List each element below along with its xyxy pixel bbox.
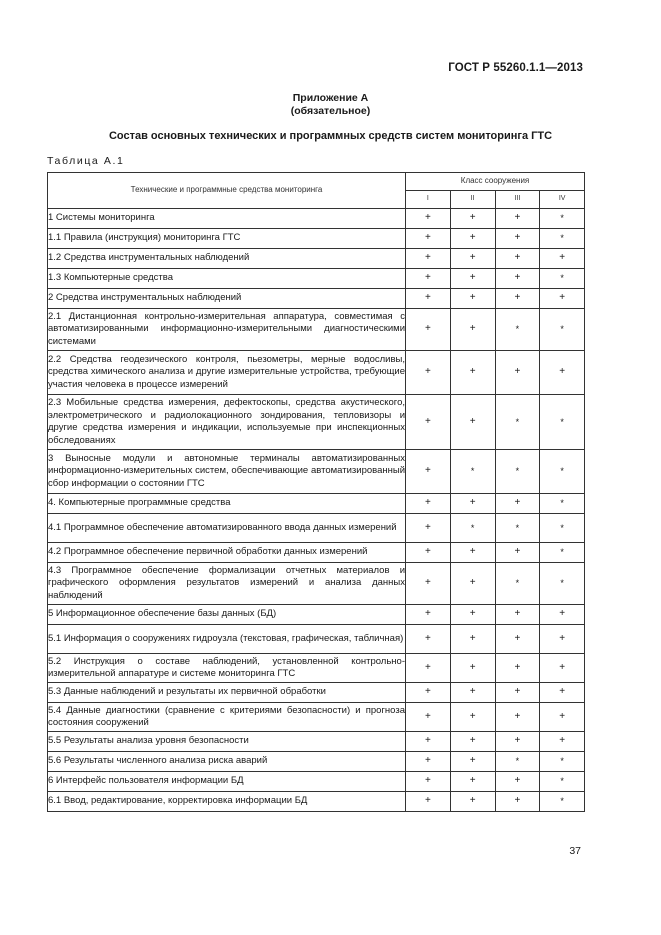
- table-row: [48, 563, 585, 605]
- section-title: Состав основных технических и программных средств систем мониторинга ГТС: [108, 130, 553, 142]
- row-name-cell: 4.2 Программное обеспечение первичной обработки данных измерений: [48, 543, 406, 563]
- row-mark-class-2: +: [450, 792, 495, 812]
- table-row: [48, 494, 585, 514]
- row-name-cell: 3 Выносные модули и автономные терминалы автоматизированных информационно-измерительных систем, обеспечивающие автоматизированный сбор информации о состоянии ГТС: [48, 450, 406, 494]
- row-mark-class-2: +: [450, 209, 495, 229]
- row-mark-class-4: *: [540, 450, 585, 494]
- row-mark-class-3: +: [495, 732, 540, 752]
- row-mark-class-3: *: [495, 395, 540, 450]
- row-mark-class-3: *: [495, 563, 540, 605]
- row-mark-class-1: +: [406, 450, 451, 494]
- class-header-4: IV: [540, 191, 585, 209]
- row-mark-class-1: +: [406, 605, 451, 625]
- row-name-cell: 4.3 Программное обеспечение формализации отчетных материалов и графического оформления результатов измерений и анализа данных наблюдений: [48, 563, 406, 605]
- row-name-cell: 6.1 Ввод, редактирование, корректировка информации БД: [48, 792, 406, 812]
- row-mark-class-3: +: [495, 772, 540, 792]
- row-mark-class-4: *: [540, 514, 585, 543]
- table-row: [48, 703, 585, 732]
- row-mark-class-4: *: [540, 309, 585, 351]
- row-mark-class-4: +: [540, 683, 585, 703]
- row-mark-class-4: *: [540, 269, 585, 289]
- table-row: [48, 772, 585, 792]
- row-mark-class-2: +: [450, 229, 495, 249]
- row-mark-class-2: +: [450, 249, 495, 269]
- row-mark-class-2: +: [450, 683, 495, 703]
- table-row: [48, 683, 585, 703]
- row-mark-class-2: +: [450, 309, 495, 351]
- row-mark-class-1: +: [406, 543, 451, 563]
- row-mark-class-1: +: [406, 772, 451, 792]
- row-mark-class-3: +: [495, 543, 540, 563]
- row-mark-class-4: *: [540, 494, 585, 514]
- appendix-heading: [0, 92, 661, 118]
- row-mark-class-2: *: [450, 514, 495, 543]
- table-row: [48, 351, 585, 395]
- table-caption: Таблица А.1: [47, 155, 125, 167]
- class-header-1: I: [406, 191, 451, 209]
- table-row: [48, 395, 585, 450]
- class-header-3: III: [495, 191, 540, 209]
- row-mark-class-3: +: [495, 792, 540, 812]
- row-mark-class-4: *: [540, 752, 585, 772]
- row-mark-class-2: +: [450, 395, 495, 450]
- row-mark-class-2: +: [450, 703, 495, 732]
- row-mark-class-3: +: [495, 249, 540, 269]
- row-mark-class-4: +: [540, 654, 585, 683]
- row-name-cell: 1.1 Правила (инструкция) мониторинга ГТС: [48, 229, 406, 249]
- row-mark-class-4: +: [540, 249, 585, 269]
- appendix-title: Приложение А: [292, 92, 369, 104]
- table-row: [48, 792, 585, 812]
- row-mark-class-3: +: [495, 683, 540, 703]
- row-mark-class-1: +: [406, 732, 451, 752]
- row-name-cell: 5.4 Данные диагностики (сравнение с критериями безопасности) и прогноза состояния сооружений: [48, 703, 406, 732]
- row-mark-class-4: +: [540, 703, 585, 732]
- row-mark-class-4: *: [540, 792, 585, 812]
- row-mark-class-3: +: [495, 209, 540, 229]
- row-mark-class-2: +: [450, 625, 495, 654]
- row-mark-class-1: +: [406, 514, 451, 543]
- row-name-cell: 2 Средства инструментальных наблюдений: [48, 289, 406, 309]
- row-mark-class-4: *: [540, 563, 585, 605]
- row-name-cell: 4. Компьютерные программные средства: [48, 494, 406, 514]
- appendix-subtitle: (обязательное): [290, 105, 371, 117]
- row-name-cell: 5.5 Результаты анализа уровня безопасности: [48, 732, 406, 752]
- row-mark-class-3: +: [495, 605, 540, 625]
- row-mark-class-3: *: [495, 514, 540, 543]
- row-mark-class-4: *: [540, 543, 585, 563]
- table-row: [48, 752, 585, 772]
- row-mark-class-1: +: [406, 351, 451, 395]
- row-mark-class-2: +: [450, 351, 495, 395]
- table-row: [48, 543, 585, 563]
- table-header: [48, 173, 585, 209]
- table-row: [48, 229, 585, 249]
- table-row: [48, 209, 585, 229]
- table-row: [48, 625, 585, 654]
- row-mark-class-3: *: [495, 309, 540, 351]
- row-mark-class-2: +: [450, 543, 495, 563]
- row-mark-class-1: +: [406, 625, 451, 654]
- row-mark-class-3: *: [495, 752, 540, 772]
- row-mark-class-1: +: [406, 229, 451, 249]
- row-mark-class-3: +: [495, 289, 540, 309]
- row-mark-class-1: +: [406, 209, 451, 229]
- row-mark-class-1: +: [406, 494, 451, 514]
- row-name-cell: 2.3 Мобильные средства измерения, дефектоскопы, средства акустического, электрометрического и радиолокационного зондирования, тепловизоры и другие средства измерения и индикации, используемые при инспекционных обследованиях: [48, 395, 406, 450]
- row-mark-class-3: +: [495, 654, 540, 683]
- row-mark-class-1: +: [406, 395, 451, 450]
- row-mark-class-4: +: [540, 351, 585, 395]
- row-mark-class-2: +: [450, 654, 495, 683]
- row-mark-class-1: +: [406, 792, 451, 812]
- document-code: ГОСТ Р 55260.1.1—2013: [448, 62, 583, 74]
- monitoring-table: [47, 172, 585, 812]
- table-body: [48, 209, 585, 812]
- row-name-cell: 5 Информационное обеспечение базы данных (БД): [48, 605, 406, 625]
- class-column-header: Класс сооружения: [406, 173, 585, 191]
- row-mark-class-3: +: [495, 703, 540, 732]
- row-name-cell: 1 Системы мониторинга: [48, 209, 406, 229]
- row-mark-class-4: +: [540, 625, 585, 654]
- row-mark-class-2: +: [450, 494, 495, 514]
- name-column-header: Технические и программные средства мониторинга: [48, 173, 406, 209]
- row-mark-class-3: +: [495, 625, 540, 654]
- table-row: [48, 450, 585, 494]
- row-mark-class-1: +: [406, 752, 451, 772]
- row-mark-class-4: +: [540, 605, 585, 625]
- row-name-cell: 5.6 Результаты численного анализа риска аварий: [48, 752, 406, 772]
- row-name-cell: 6 Интерфейс пользователя информации БД: [48, 772, 406, 792]
- row-mark-class-2: *: [450, 450, 495, 494]
- row-mark-class-1: +: [406, 654, 451, 683]
- row-mark-class-2: +: [450, 732, 495, 752]
- row-name-cell: 1.2 Средства инструментальных наблюдений: [48, 249, 406, 269]
- row-mark-class-3: +: [495, 494, 540, 514]
- row-mark-class-3: *: [495, 450, 540, 494]
- row-mark-class-2: +: [450, 752, 495, 772]
- row-mark-class-3: +: [495, 351, 540, 395]
- table-row: [48, 269, 585, 289]
- row-mark-class-1: +: [406, 249, 451, 269]
- row-mark-class-1: +: [406, 269, 451, 289]
- table-row: [48, 289, 585, 309]
- row-mark-class-3: +: [495, 269, 540, 289]
- table-row: [48, 605, 585, 625]
- row-mark-class-2: +: [450, 563, 495, 605]
- row-mark-class-1: +: [406, 563, 451, 605]
- table-row: [48, 514, 585, 543]
- row-mark-class-4: *: [540, 229, 585, 249]
- row-mark-class-1: +: [406, 683, 451, 703]
- row-mark-class-1: +: [406, 289, 451, 309]
- row-name-cell: 1.3 Компьютерные средства: [48, 269, 406, 289]
- row-name-cell: 5.2 Инструкция о составе наблюдений, установленной контрольно-измерительной аппаратуре и системе мониторинга ГТС: [48, 654, 406, 683]
- page-number: 37: [569, 845, 581, 857]
- table-row: [48, 249, 585, 269]
- row-mark-class-4: *: [540, 395, 585, 450]
- row-mark-class-2: +: [450, 605, 495, 625]
- row-name-cell: 4.1 Программное обеспечение автоматизированного ввода данных измерений: [48, 514, 406, 543]
- row-mark-class-4: +: [540, 289, 585, 309]
- row-mark-class-1: +: [406, 309, 451, 351]
- row-mark-class-2: +: [450, 269, 495, 289]
- row-name-cell: 5.1 Информация о сооружениях гидроузла (текстовая, графическая, табличная): [48, 625, 406, 654]
- row-mark-class-1: +: [406, 703, 451, 732]
- row-name-cell: 5.3 Данные наблюдений и результаты их первичной обработки: [48, 683, 406, 703]
- row-mark-class-3: +: [495, 229, 540, 249]
- row-mark-class-2: +: [450, 772, 495, 792]
- table-row: [48, 732, 585, 752]
- row-mark-class-2: +: [450, 289, 495, 309]
- table-row: [48, 309, 585, 351]
- row-mark-class-4: *: [540, 209, 585, 229]
- row-name-cell: 2.1 Дистанционная контрольно-измерительная аппаратура, совместимая с автоматизированными информационно-измерительными диагностическими системами: [48, 309, 406, 351]
- row-mark-class-4: +: [540, 732, 585, 752]
- table-row: [48, 654, 585, 683]
- row-name-cell: 2.2 Средства геодезического контроля, пьезометры, мерные водосливы, средства химического анализа и другие измерительные устройства, требующие участия человека в процессе измерений: [48, 351, 406, 395]
- row-mark-class-4: *: [540, 772, 585, 792]
- class-header-2: II: [450, 191, 495, 209]
